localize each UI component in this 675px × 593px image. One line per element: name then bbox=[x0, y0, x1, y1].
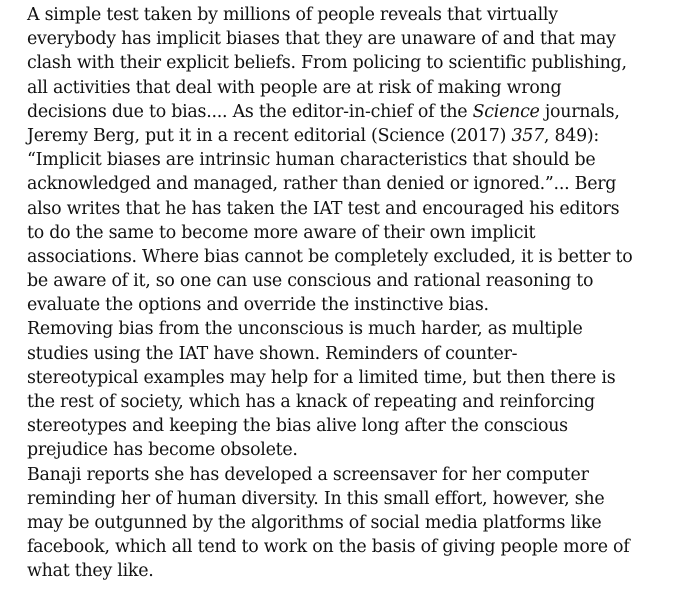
volume-number-italic: 357 bbox=[511, 125, 544, 146]
text-line: Banaji reports she has developed a screensaver for her computer bbox=[27, 464, 589, 485]
text-line: facebook, which all tend to work on the basis of giving people more of bbox=[27, 537, 630, 558]
text-line: Removing bias from the unconscious is much harder, as multiple bbox=[27, 319, 583, 340]
text-line: everybody has implicit biases that they are unaware of and that may bbox=[27, 29, 616, 50]
text-line: prejudice has become obsolete. bbox=[27, 440, 298, 461]
text-line: stereotypical examples may help for a limited time, but then there is bbox=[27, 367, 616, 388]
text-line: to do the same to become more aware of their own implicit bbox=[27, 222, 536, 243]
text-line: Jeremy Berg, put it in a recent editorial (Science (2017) 357, 849): bbox=[27, 125, 600, 146]
paragraph-3 bbox=[7, 463, 671, 584]
text-line: all activities that deal with people are at risk of making wrong bbox=[27, 77, 562, 98]
text-line: clash with their explicit beliefs. From policing to scientific publishing, bbox=[27, 53, 627, 74]
text-line: studies using the IAT have shown. Reminders of counter- bbox=[27, 343, 518, 364]
journal-name-italic: Science bbox=[472, 101, 540, 122]
text-line: may be outgunned by the algorithms of social media platforms like bbox=[27, 512, 602, 533]
text-line: reminding her of human diversity. In this small effort, however, she bbox=[27, 488, 605, 509]
text-line: associations. Where bias cannot be completely excluded, it is better to bbox=[27, 246, 633, 267]
text-line: be aware of it, so one can use conscious and rational reasoning to bbox=[27, 271, 594, 292]
text-line: also writes that he has taken the IAT test and encouraged his editors bbox=[27, 198, 620, 219]
text-line: stereotypes and keeping the bias alive long after the conscious bbox=[27, 416, 568, 437]
text-line: what they like. bbox=[27, 561, 154, 582]
paragraph-1 bbox=[7, 3, 671, 317]
text-line: acknowledged and managed, rather than denied or ignored.”... Berg bbox=[27, 174, 617, 195]
text-line: “Implicit biases are intrinsic human characteristics that should be bbox=[27, 150, 596, 171]
paragraph-2 bbox=[7, 317, 671, 462]
text-line: decisions due to bias.... As the editor-in-chief of the Science journals, bbox=[27, 101, 620, 122]
text-line: A simple test taken by millions of people reveals that virtually bbox=[27, 5, 558, 25]
text-line: the rest of society, which has a knack of repeating and reinforcing bbox=[27, 392, 595, 412]
text-line: evaluate the options and override the instinctive bias. bbox=[27, 295, 489, 316]
